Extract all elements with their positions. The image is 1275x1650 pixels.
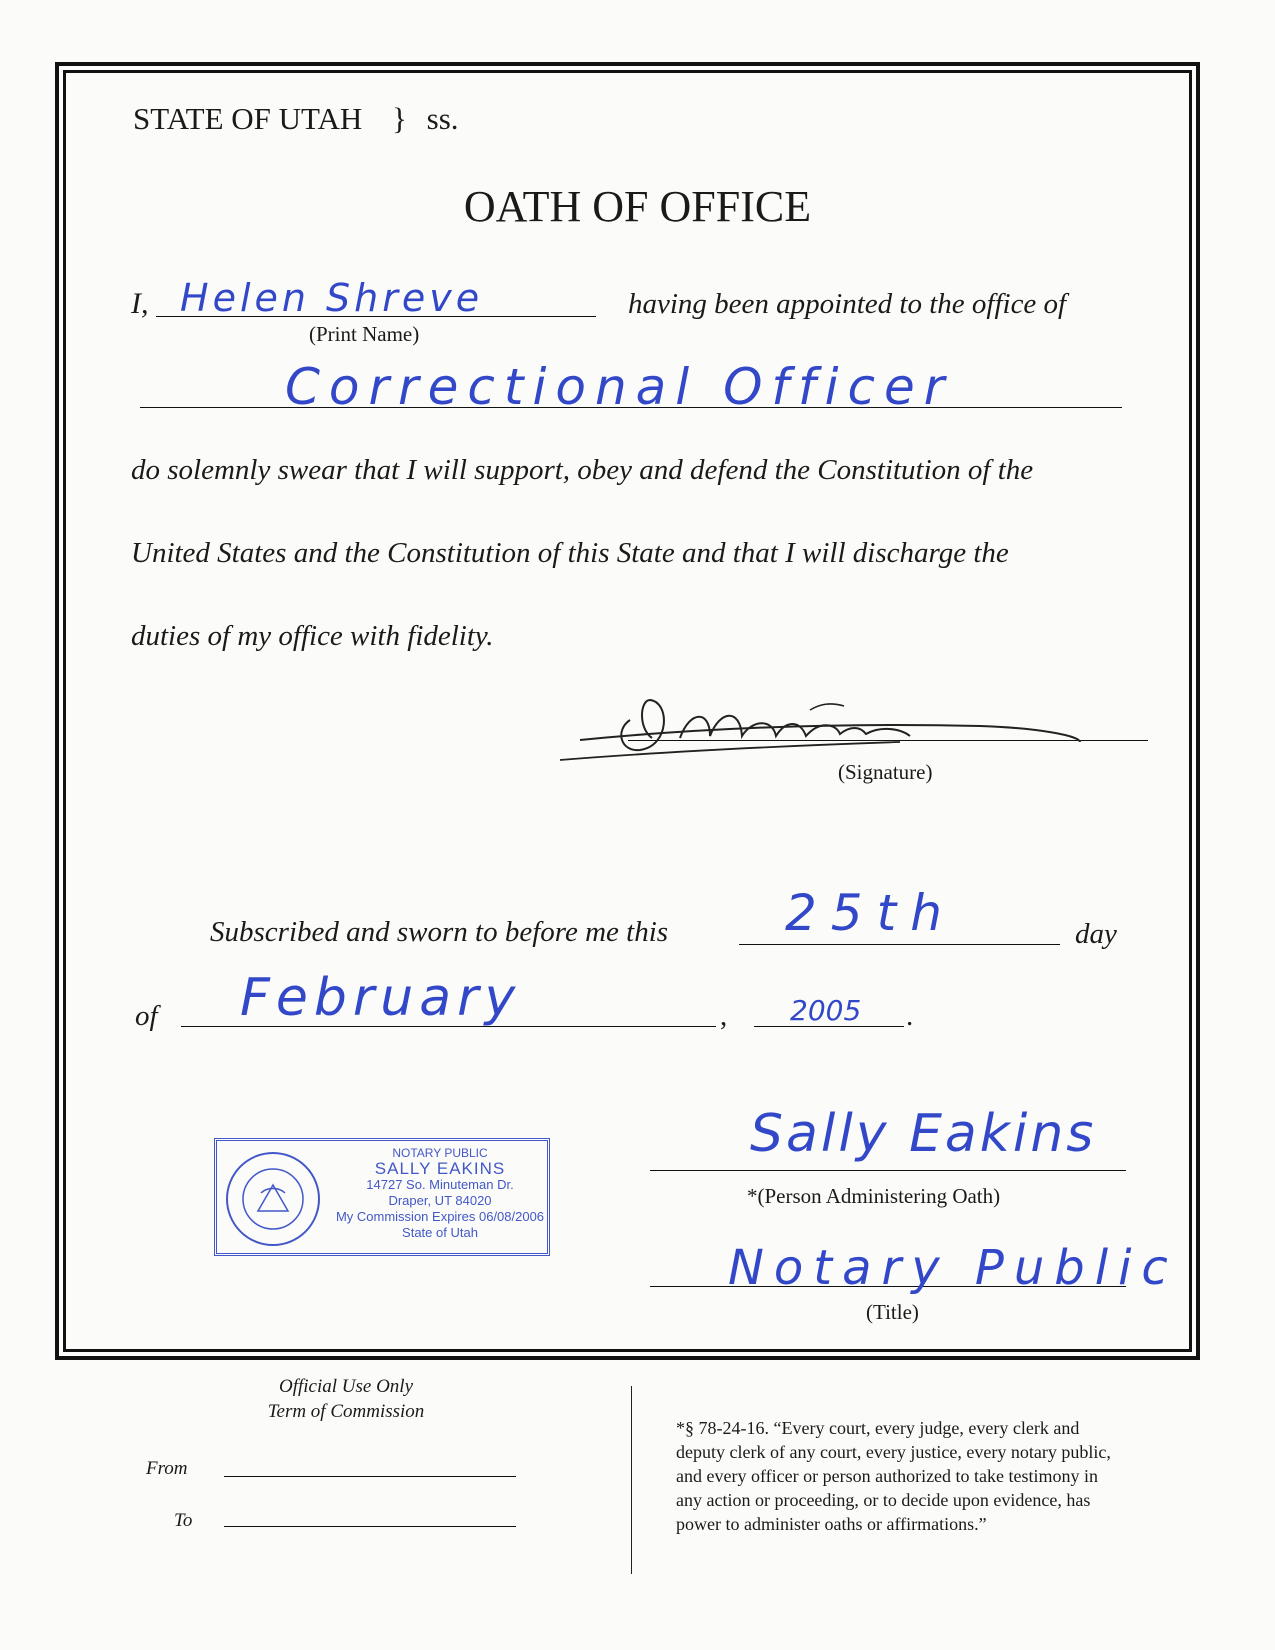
from-label: From: [146, 1458, 188, 1479]
stamp-address-2: Draper, UT 84020: [388, 1193, 492, 1208]
stamp-address-1: 14727 So. Minuteman Dr.: [366, 1177, 514, 1192]
footnote-line-4: any action or proceeding, or to decide upon evidence, has: [676, 1490, 1091, 1510]
title-value: Notary Public: [728, 1240, 1178, 1296]
signature-caption: (Signature): [838, 760, 933, 784]
stamp-name: SALLY EAKINS: [374, 1159, 506, 1178]
stamp-state: State of Utah: [402, 1225, 478, 1240]
administrator-caption: *(Person Administering Oath): [747, 1184, 1001, 1208]
from-field[interactable]: [224, 1476, 516, 1477]
notary-stamp: [214, 1138, 550, 1256]
print-name-caption: (Print Name): [309, 322, 420, 346]
footnote-line-5: power to administer oaths or affirmations.”: [676, 1514, 987, 1534]
day-value: 25th: [785, 884, 956, 942]
footnote: [676, 1416, 1111, 1536]
ss-label: ss.: [426, 101, 459, 136]
day-line: [739, 944, 1060, 945]
state-label: STATE OF UTAH: [133, 101, 363, 136]
oath-body-line-3: duties of my office with fidelity.: [131, 620, 494, 652]
oath-body-line-2: United States and the Constitution of this State and that I will discharge the: [131, 537, 1009, 569]
year-value: 2005: [790, 994, 862, 1027]
footnote-line-3: and every officer or person authorized to take testimony in: [676, 1466, 1099, 1486]
year-period: .: [906, 1000, 914, 1032]
subscribed-text: Subscribed and sworn to before me this: [210, 916, 669, 948]
administrator-line: [650, 1170, 1126, 1171]
footnote-line-1: *§ 78-24-16. “Every court, every judge, every clerk and: [676, 1418, 1080, 1438]
oath-body-line-1: do solemnly swear that I will support, obey and defend the Constitution of the: [131, 454, 1034, 486]
month-comma: ,: [720, 1000, 728, 1032]
of-word: of: [135, 1000, 158, 1032]
stamp-text-block: [329, 1145, 551, 1241]
office-value: Correctional Officer: [285, 358, 954, 416]
appointed-text: having been appointed to the office of: [628, 288, 1067, 320]
term-heading: Term of Commission: [267, 1401, 425, 1422]
stamp-heading: NOTARY PUBLIC: [392, 1146, 488, 1160]
print-name-value: Helen Shreve: [180, 276, 484, 320]
official-use-heading: Official Use Only: [278, 1376, 414, 1397]
oath-intro: I,: [131, 287, 149, 320]
administrator-signature: Sally Eakins: [750, 1104, 1097, 1164]
footnote-line-2: deputy clerk of any court, every justice, every notary public,: [676, 1442, 1111, 1462]
title-caption: (Title): [866, 1300, 919, 1324]
page-title: OATH OF OFFICE: [463, 182, 812, 231]
venue-line: [133, 101, 459, 137]
to-label: To: [174, 1510, 193, 1531]
day-word: day: [1075, 918, 1117, 950]
stamp-commission: My Commission Expires 06/08/2006: [335, 1209, 545, 1224]
to-field[interactable]: [224, 1526, 516, 1527]
footer-divider: [631, 1386, 632, 1574]
venue-brace: }: [392, 101, 407, 136]
month-value: February: [240, 968, 522, 1028]
state-seal-icon: [223, 1149, 323, 1249]
